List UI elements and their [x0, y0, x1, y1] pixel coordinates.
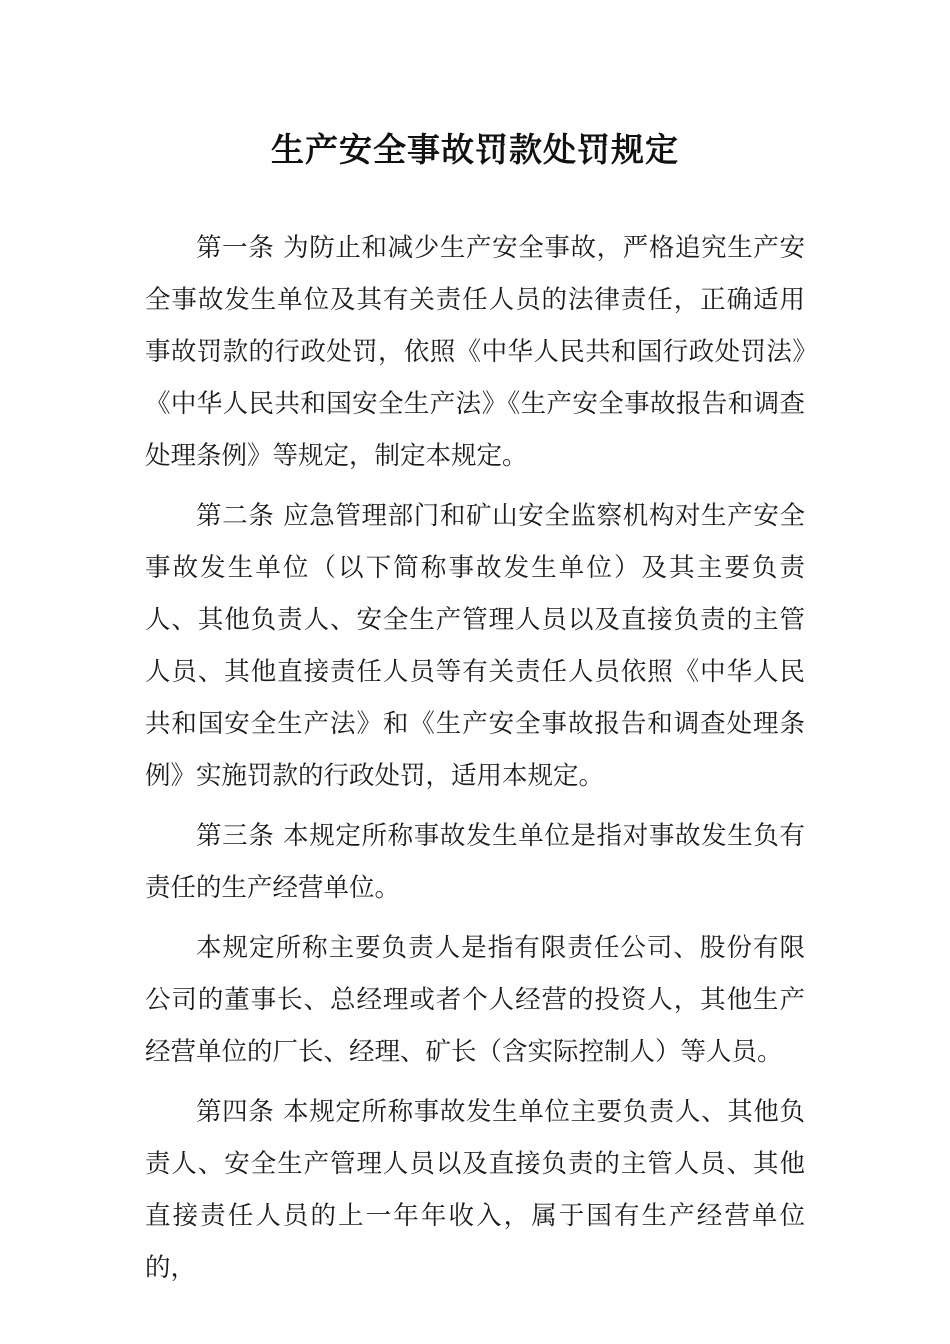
document-title: 生产安全事故罚款处罚规定 — [271, 130, 679, 169]
article-2-paragraph: 第二条 应急管理部门和矿山安全监察机构对生产安全事故发生单位（以下简称事故发生单位）及其主要负责人、其他负责人、安全生产管理人员以及直接负责的主管人员、其他直接责任人员等有关责任人员依照《中华人民共和国安全生产法》和《生产安全事故报告和调查处理条例》实施罚款的行政处罚，适用本规定。 — [145, 501, 805, 791]
article-3-definition-paragraph: 本规定所称主要负责人是指有限责任公司、股份有限公司的董事长、总经理或者个人经营的投资人，其他生产经营单位的厂长、经理、矿长（含实际控制人）等人员。 — [145, 933, 805, 1067]
article-3-paragraph: 第三条 本规定所称事故发生单位是指对事故发生负有责任的生产经营单位。 — [145, 821, 805, 903]
document-body — [145, 222, 805, 1302]
article-1-paragraph: 第一条 为防止和减少生产安全事故，严格追究生产安全事故发生单位及其有关责任人员的法律责任，正确适用事故罚款的行政处罚，依照《中华人民共和国行政处罚法》《中华人民共和国安全生产法》《生产安全事故报告和调查处理条例》等规定，制定本规定。 — [145, 233, 805, 471]
article-4-paragraph: 第四条 本规定所称事故发生单位主要负责人、其他负责人、安全生产管理人员以及直接负责的主管人员、其他直接责任人员的上一年年收入，属于国有生产经营单位的， — [145, 1097, 805, 1283]
